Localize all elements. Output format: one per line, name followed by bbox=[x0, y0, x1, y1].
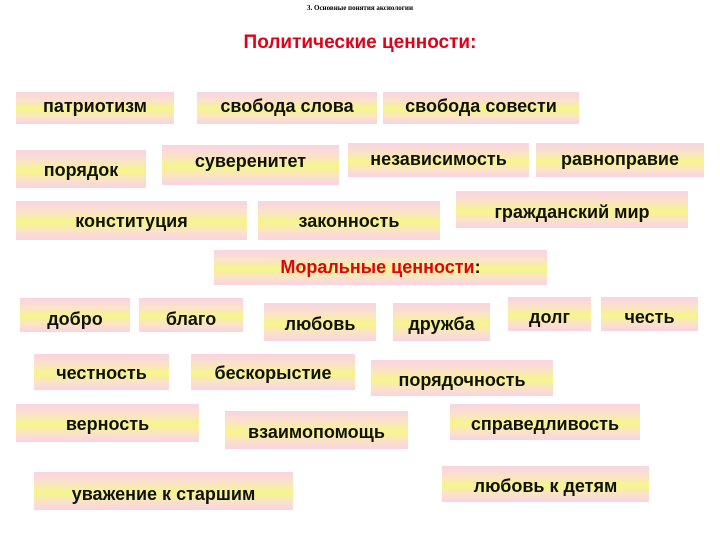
tag-patriotism: патриотизм bbox=[16, 92, 174, 124]
tag-legality: законность bbox=[258, 201, 440, 240]
tag-sovereignty: суверенитет bbox=[162, 145, 339, 185]
tag-freedom-of-speech: свобода слова bbox=[197, 92, 377, 124]
tag-good: добро bbox=[20, 298, 130, 332]
tag-honor: честь bbox=[601, 297, 698, 331]
tag-respect-for-elders: уважение к старшим bbox=[34, 472, 293, 510]
slide-header: 3. Основные понятия аксиологии bbox=[307, 4, 413, 12]
tag-duty: долг bbox=[508, 297, 591, 331]
tag-constitution: конституция bbox=[16, 201, 247, 240]
tag-order: порядок bbox=[16, 150, 146, 188]
tag-honesty: честность bbox=[34, 354, 169, 390]
slide-title: Политические ценности: bbox=[243, 32, 477, 53]
tag-love: любовь bbox=[264, 303, 376, 341]
tag-equality: равноправие bbox=[536, 143, 704, 177]
tag-decency: порядочность bbox=[371, 360, 553, 396]
tag-freedom-of-conscience: свобода совести bbox=[383, 92, 579, 124]
tag-independence: независимость bbox=[348, 143, 529, 177]
tag-mutual-aid: взаимопомощь bbox=[225, 411, 408, 449]
tag-civil-peace: гражданский мир bbox=[456, 191, 688, 228]
tag-loyalty: верность bbox=[16, 404, 199, 442]
tag-selflessness: бескорыстие bbox=[191, 354, 355, 390]
moral-values-heading: Моральные ценности: bbox=[214, 250, 547, 285]
tag-blessing: благо bbox=[139, 298, 243, 332]
tag-friendship: дружба bbox=[393, 303, 490, 341]
tag-love-for-children: любовь к детям bbox=[442, 466, 649, 502]
tag-justice: справедливость bbox=[450, 404, 640, 440]
